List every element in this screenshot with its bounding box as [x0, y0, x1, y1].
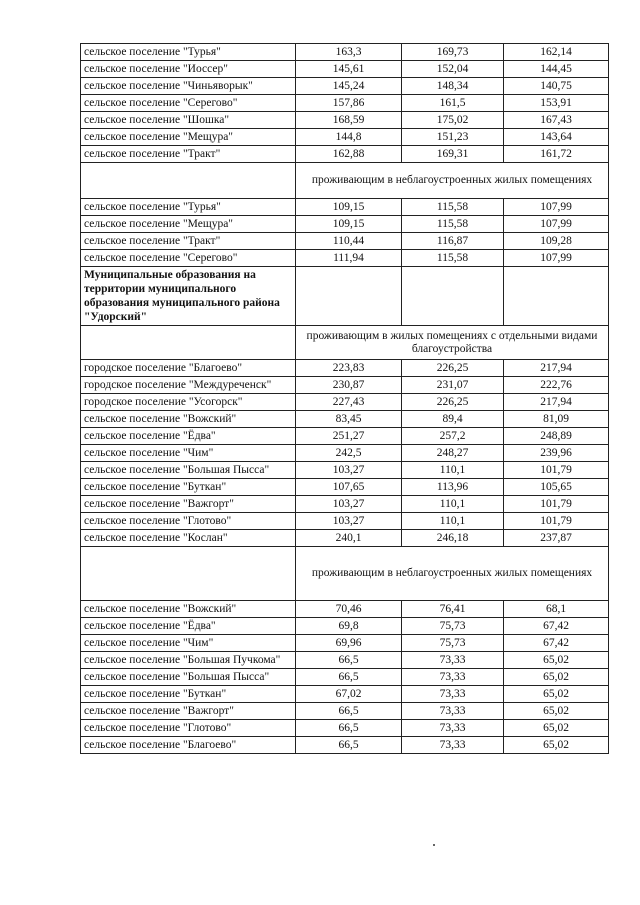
table-row: [81, 513, 609, 530]
table-row: [81, 635, 609, 652]
tariff-value: 73,33: [402, 652, 504, 669]
table-row: [81, 78, 609, 95]
tariff-value: 67,42: [504, 635, 609, 652]
tariff-value: 145,61: [296, 61, 402, 78]
tariff-value: 143,64: [504, 129, 609, 146]
tariff-value: 83,45: [296, 411, 402, 428]
settlement-name: городское поселение "Благоево": [81, 360, 296, 377]
tariff-value: 168,59: [296, 112, 402, 129]
tariff-value: 73,33: [402, 686, 504, 703]
tariff-value: 223,83: [296, 360, 402, 377]
scan-speck: [433, 844, 435, 846]
tariff-value: 227,43: [296, 394, 402, 411]
tariff-value: 248,27: [402, 445, 504, 462]
tariff-value: 103,27: [296, 513, 402, 530]
table-row: [81, 479, 609, 496]
tariff-value: 75,73: [402, 618, 504, 635]
settlement-name: сельское поселение "Вожский": [81, 411, 296, 428]
table-row: [81, 411, 609, 428]
tariff-value: 65,02: [504, 720, 609, 737]
tariff-value: 105,65: [504, 479, 609, 496]
category-subheader: проживающим в жилых помещениях с отдельными видами благоустройства: [296, 326, 609, 360]
tariff-value: 76,41: [402, 601, 504, 618]
tariff-value: 153,91: [504, 95, 609, 112]
settlement-name: городское поселение "Усогорск": [81, 394, 296, 411]
table-row: [81, 146, 609, 163]
table-row: [81, 377, 609, 394]
tariff-table-body: [81, 44, 609, 754]
tariff-value: 109,15: [296, 199, 402, 216]
tariff-value: 115,58: [402, 250, 504, 267]
tariff-value: 162,14: [504, 44, 609, 61]
tariff-value: 73,33: [402, 737, 504, 754]
tariff-value: 67,02: [296, 686, 402, 703]
table-row: [81, 44, 609, 61]
tariff-value: 66,5: [296, 720, 402, 737]
tariff-value: 175,02: [402, 112, 504, 129]
tariff-value: 73,33: [402, 703, 504, 720]
empty-cell: [402, 267, 504, 326]
tariff-value: 242,5: [296, 445, 402, 462]
tariff-value: 163,3: [296, 44, 402, 61]
tariff-value: 226,25: [402, 394, 504, 411]
tariff-value: 144,45: [504, 61, 609, 78]
tariff-value: 140,75: [504, 78, 609, 95]
tariff-value: 69,96: [296, 635, 402, 652]
tariff-value: 70,46: [296, 601, 402, 618]
table-row: [81, 496, 609, 513]
tariff-value: 110,1: [402, 513, 504, 530]
section-heading: Муниципальные образования на территории муниципального образования муниципального района "Удорский": [81, 267, 296, 326]
tariff-value: 66,5: [296, 652, 402, 669]
table-row: [81, 445, 609, 462]
tariff-value: 101,79: [504, 496, 609, 513]
tariff-value: 101,79: [504, 513, 609, 530]
settlement-name: сельское поселение "Вожский": [81, 601, 296, 618]
tariff-value: 161,72: [504, 146, 609, 163]
category-subheader: проживающим в неблагоустроенных жилых помещениях: [296, 547, 609, 601]
table-row: [81, 652, 609, 669]
settlement-name: сельское поселение "Тракт": [81, 233, 296, 250]
tariff-value: 162,88: [296, 146, 402, 163]
tariff-value: 73,33: [402, 669, 504, 686]
tariff-value: 65,02: [504, 669, 609, 686]
tariff-value: 157,86: [296, 95, 402, 112]
tariff-value: 237,87: [504, 530, 609, 547]
tariff-value: 226,25: [402, 360, 504, 377]
settlement-name: сельское поселение "Глотово": [81, 513, 296, 530]
tariff-value: 145,24: [296, 78, 402, 95]
table-row: [81, 618, 609, 635]
table-row: [81, 462, 609, 479]
table-row: [81, 720, 609, 737]
tariff-value: 148,34: [402, 78, 504, 95]
tariff-value: 246,18: [402, 530, 504, 547]
tariff-value: 248,89: [504, 428, 609, 445]
table-row: [81, 737, 609, 754]
tariff-value: 107,99: [504, 216, 609, 233]
tariff-value: 65,02: [504, 652, 609, 669]
tariff-value: 68,1: [504, 601, 609, 618]
tariff-value: 107,99: [504, 199, 609, 216]
tariff-value: 240,1: [296, 530, 402, 547]
tariff-value: 222,76: [504, 377, 609, 394]
tariff-value: 73,33: [402, 720, 504, 737]
tariff-value: 169,31: [402, 146, 504, 163]
settlement-name: сельское поселение "Серегово": [81, 95, 296, 112]
category-subheader: проживающим в неблагоустроенных жилых помещениях: [296, 163, 609, 199]
settlement-name: сельское поселение "Ёдва": [81, 428, 296, 445]
table-row: [81, 530, 609, 547]
tariff-value: 111,94: [296, 250, 402, 267]
empty-cell: [504, 267, 609, 326]
settlement-name: сельское поселение "Кослан": [81, 530, 296, 547]
settlement-name: сельское поселение "Буткан": [81, 479, 296, 496]
tariff-value: 257,2: [402, 428, 504, 445]
table-row: [81, 250, 609, 267]
tariff-value: 101,79: [504, 462, 609, 479]
tariff-value: 107,99: [504, 250, 609, 267]
tariff-value: 65,02: [504, 686, 609, 703]
table-row: [81, 129, 609, 146]
tariff-value: 109,15: [296, 216, 402, 233]
settlement-name: сельское поселение "Чим": [81, 635, 296, 652]
tariff-value: 217,94: [504, 360, 609, 377]
tariff-value: 169,73: [402, 44, 504, 61]
table-row: [81, 95, 609, 112]
section-heading-row: [81, 267, 609, 326]
settlement-name: сельское поселение "Шошка": [81, 112, 296, 129]
tariff-value: 231,07: [402, 377, 504, 394]
tariff-value: 167,43: [504, 112, 609, 129]
tariff-table: [80, 43, 609, 754]
tariff-value: 89,4: [402, 411, 504, 428]
settlement-name: сельское поселение "Благоево": [81, 737, 296, 754]
table-row: [81, 669, 609, 686]
tariff-value: 69,8: [296, 618, 402, 635]
settlement-name: сельское поселение "Ёдва": [81, 618, 296, 635]
tariff-value: 230,87: [296, 377, 402, 394]
tariff-value: 152,04: [402, 61, 504, 78]
settlement-name: сельское поселение "Серегово": [81, 250, 296, 267]
settlement-name: сельское поселение "Турья": [81, 199, 296, 216]
settlement-name: сельское поселение "Мещура": [81, 216, 296, 233]
tariff-value: 116,87: [402, 233, 504, 250]
settlement-name: сельское поселение "Большая Пысса": [81, 669, 296, 686]
settlement-name: сельское поселение "Большая Пучкома": [81, 652, 296, 669]
empty-cell: [81, 547, 296, 601]
settlement-name: сельское поселение "Глотово": [81, 720, 296, 737]
category-subheader-row: [81, 326, 609, 360]
table-row: [81, 360, 609, 377]
settlement-name: городское поселение "Междуреченск": [81, 377, 296, 394]
tariff-value: 115,58: [402, 199, 504, 216]
tariff-value: 110,1: [402, 462, 504, 479]
table-row: [81, 61, 609, 78]
tariff-value: 103,27: [296, 462, 402, 479]
table-row: [81, 216, 609, 233]
table-row: [81, 112, 609, 129]
category-subheader-row: [81, 547, 609, 601]
tariff-value: 109,28: [504, 233, 609, 250]
tariff-value: 65,02: [504, 737, 609, 754]
empty-cell: [81, 163, 296, 199]
settlement-name: сельское поселение "Турья": [81, 44, 296, 61]
tariff-value: 107,65: [296, 479, 402, 496]
settlement-name: сельское поселение "Чим": [81, 445, 296, 462]
tariff-value: 75,73: [402, 635, 504, 652]
settlement-name: сельское поселение "Иоссер": [81, 61, 296, 78]
table-row: [81, 703, 609, 720]
settlement-name: сельское поселение "Буткан": [81, 686, 296, 703]
tariff-value: 66,5: [296, 669, 402, 686]
tariff-value: 66,5: [296, 737, 402, 754]
table-row: [81, 394, 609, 411]
tariff-value: 115,58: [402, 216, 504, 233]
tariff-value: 239,96: [504, 445, 609, 462]
tariff-value: 151,23: [402, 129, 504, 146]
table-row: [81, 428, 609, 445]
tariff-value: 217,94: [504, 394, 609, 411]
table-row: [81, 233, 609, 250]
tariff-value: 67,42: [504, 618, 609, 635]
tariff-value: 113,96: [402, 479, 504, 496]
settlement-name: сельское поселение "Чиньяворык": [81, 78, 296, 95]
tariff-value: 81,09: [504, 411, 609, 428]
settlement-name: сельское поселение "Важгорт": [81, 703, 296, 720]
tariff-value: 251,27: [296, 428, 402, 445]
settlement-name: сельское поселение "Большая Пысса": [81, 462, 296, 479]
tariff-value: 161,5: [402, 95, 504, 112]
tariff-value: 110,1: [402, 496, 504, 513]
tariff-value: 65,02: [504, 703, 609, 720]
tariff-value: 110,44: [296, 233, 402, 250]
settlement-name: сельское поселение "Мещура": [81, 129, 296, 146]
table-row: [81, 199, 609, 216]
empty-cell: [296, 267, 402, 326]
tariff-value: 144,8: [296, 129, 402, 146]
category-subheader-row: [81, 163, 609, 199]
table-row: [81, 686, 609, 703]
table-row: [81, 601, 609, 618]
tariff-value: 103,27: [296, 496, 402, 513]
empty-cell: [81, 326, 296, 360]
settlement-name: сельское поселение "Важгорт": [81, 496, 296, 513]
settlement-name: сельское поселение "Тракт": [81, 146, 296, 163]
tariff-value: 66,5: [296, 703, 402, 720]
